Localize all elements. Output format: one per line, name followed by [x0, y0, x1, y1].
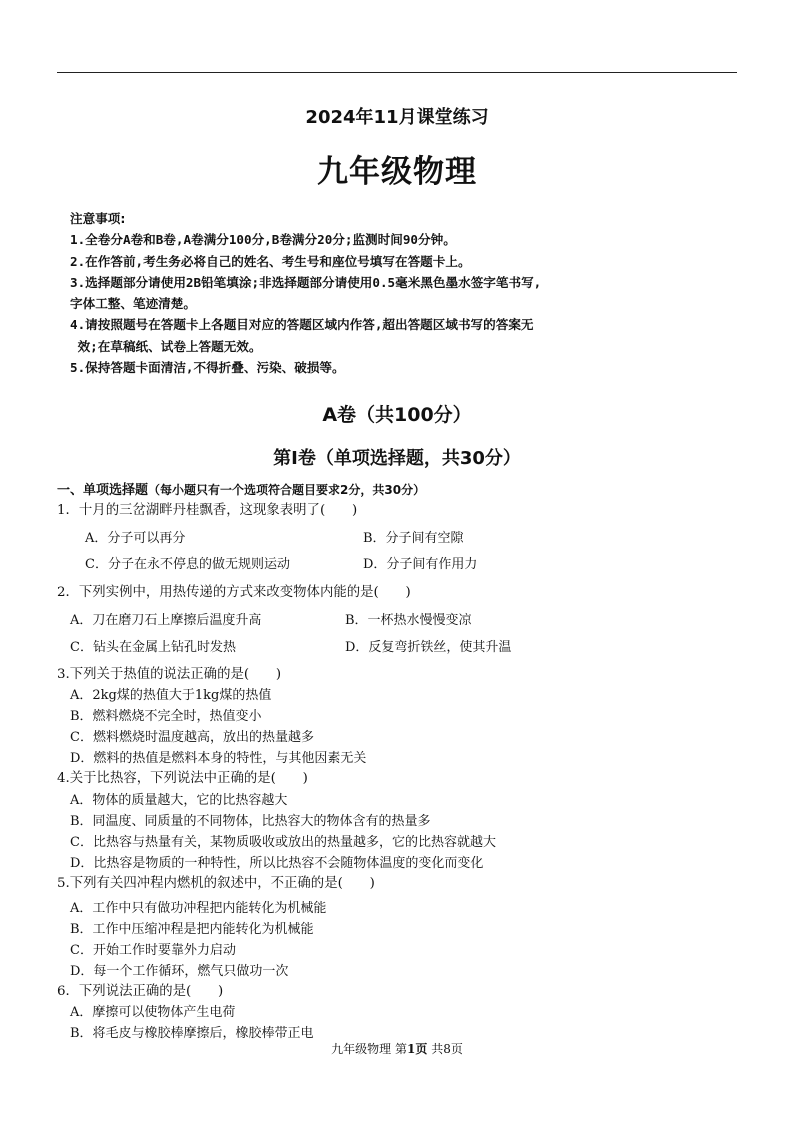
- subject-title: 九年级物理: [317, 154, 477, 190]
- question-option: A．2kg煤的热值大于1kg煤的热值: [70, 688, 272, 703]
- question-option: C．开始工作时要靠外力启动: [70, 943, 236, 958]
- question-option: B．工作中压缩冲程是把内能转化为机械能: [70, 922, 314, 937]
- question-option: A．摩擦可以使物体产生电荷: [70, 1005, 236, 1020]
- question-option: B．一杯热水慢慢变凉: [345, 613, 472, 628]
- question-option: A．分子可以再分: [85, 531, 186, 546]
- part-one-label: 一、单项选择题: [57, 483, 149, 498]
- question-option: C．比热容与热量有关，某物质吸收或放出的热量越多，它的比热容就越大: [70, 835, 496, 850]
- footer-page-prefix: 第: [395, 1042, 408, 1056]
- question-stem: 4.关于比热容，下列说法中正确的是( ): [57, 771, 308, 786]
- footer-page-number: 1页: [407, 1042, 428, 1056]
- notice-line: 效;在草稿纸、试卷上答题无效。: [70, 338, 262, 354]
- section-1-title: 第Ⅰ卷（单项选择题，共30分）: [273, 448, 521, 469]
- notice-line: 1.全卷分A卷和B卷,A卷满分100分,B卷满分20分;监测时间90分钟。: [70, 232, 456, 248]
- question-option: A．刀在磨刀石上摩擦后温度升高: [70, 613, 262, 628]
- question-stem: 2．下列实例中，用热传递的方式来改变物体内能的是( ): [57, 585, 411, 600]
- notice-heading: 注意事项:: [70, 211, 126, 226]
- notice-line: 4.请按照题号在答题卡上各题目对应的答题区域内作答,超出答题区域书写的答案无: [70, 317, 534, 333]
- question-option: B．将毛皮与橡胶棒摩擦后，橡胶棒带正电: [70, 1026, 314, 1041]
- question-option: D．反复弯折铁丝，使其升温: [345, 640, 512, 655]
- question-option: D．燃料的热值是燃料本身的特性，与其他因素无关: [70, 751, 367, 766]
- question-stem: 1．十月的三岔湖畔丹桂飘香，这现象表明了( ): [57, 503, 358, 518]
- exam-date-title: 2024年11月课堂练习: [305, 107, 489, 128]
- part-one-note: （每小题只有一个选项符合题目要求2分，共30分）: [148, 483, 426, 497]
- notice-block: [70, 208, 740, 378]
- question-option: A．物体的质量越大，它的比热容越大: [70, 793, 288, 808]
- question-option: C．钻头在金属上钻孔时发热: [70, 640, 236, 655]
- notice-line: 5.保持答题卡面清洁,不得折叠、污染、破损等。: [70, 360, 345, 376]
- notice-line: 3.选择题部分请使用2B铅笔填涂;非选择题部分请使用0.5毫米黑色墨水签字笔书写,: [70, 274, 542, 290]
- footer-total: 共8页: [431, 1042, 463, 1056]
- page-footer: [0, 1040, 794, 1057]
- question-option: A．工作中只有做功冲程把内能转化为机械能: [70, 901, 327, 916]
- part-one-heading: [57, 479, 425, 498]
- question-option: D．每一个工作循环，燃气只做功一次: [70, 964, 289, 979]
- question-option: D．分子间有作用力: [363, 557, 478, 572]
- footer-subject: 九年级物理: [331, 1042, 392, 1056]
- question-option: B．分子间有空隙: [363, 531, 464, 546]
- question-option: C．燃料燃烧时温度越高，放出的热量越多: [70, 730, 314, 745]
- question-option: C．分子在永不停息的做无规则运动: [85, 557, 290, 572]
- question-stem: 3.下列关于热值的说法正确的是( ): [57, 667, 282, 682]
- question-stem: 6．下列说法正确的是( ): [57, 984, 224, 999]
- question-option: D．比热容是物质的一种特性，所以比热容不会随物体温度的变化而变化: [70, 856, 484, 871]
- question-option: B．燃料燃烧不完全时，热值变小: [70, 709, 262, 724]
- question-option: B．同温度、同质量的不同物体，比热容大的物体含有的热量多: [70, 814, 431, 829]
- question-stem: 5.下列有关四冲程内燃机的叙述中，不正确的是( ): [57, 876, 375, 891]
- top-rule: [57, 72, 737, 73]
- notice-line: 字体工整、笔迹清楚。: [70, 296, 196, 312]
- section-a-title: A卷（共100分）: [322, 404, 472, 426]
- notice-line: 2.在作答前,考生务必将自己的姓名、考生号和座位号填写在答题卡上。: [70, 253, 471, 269]
